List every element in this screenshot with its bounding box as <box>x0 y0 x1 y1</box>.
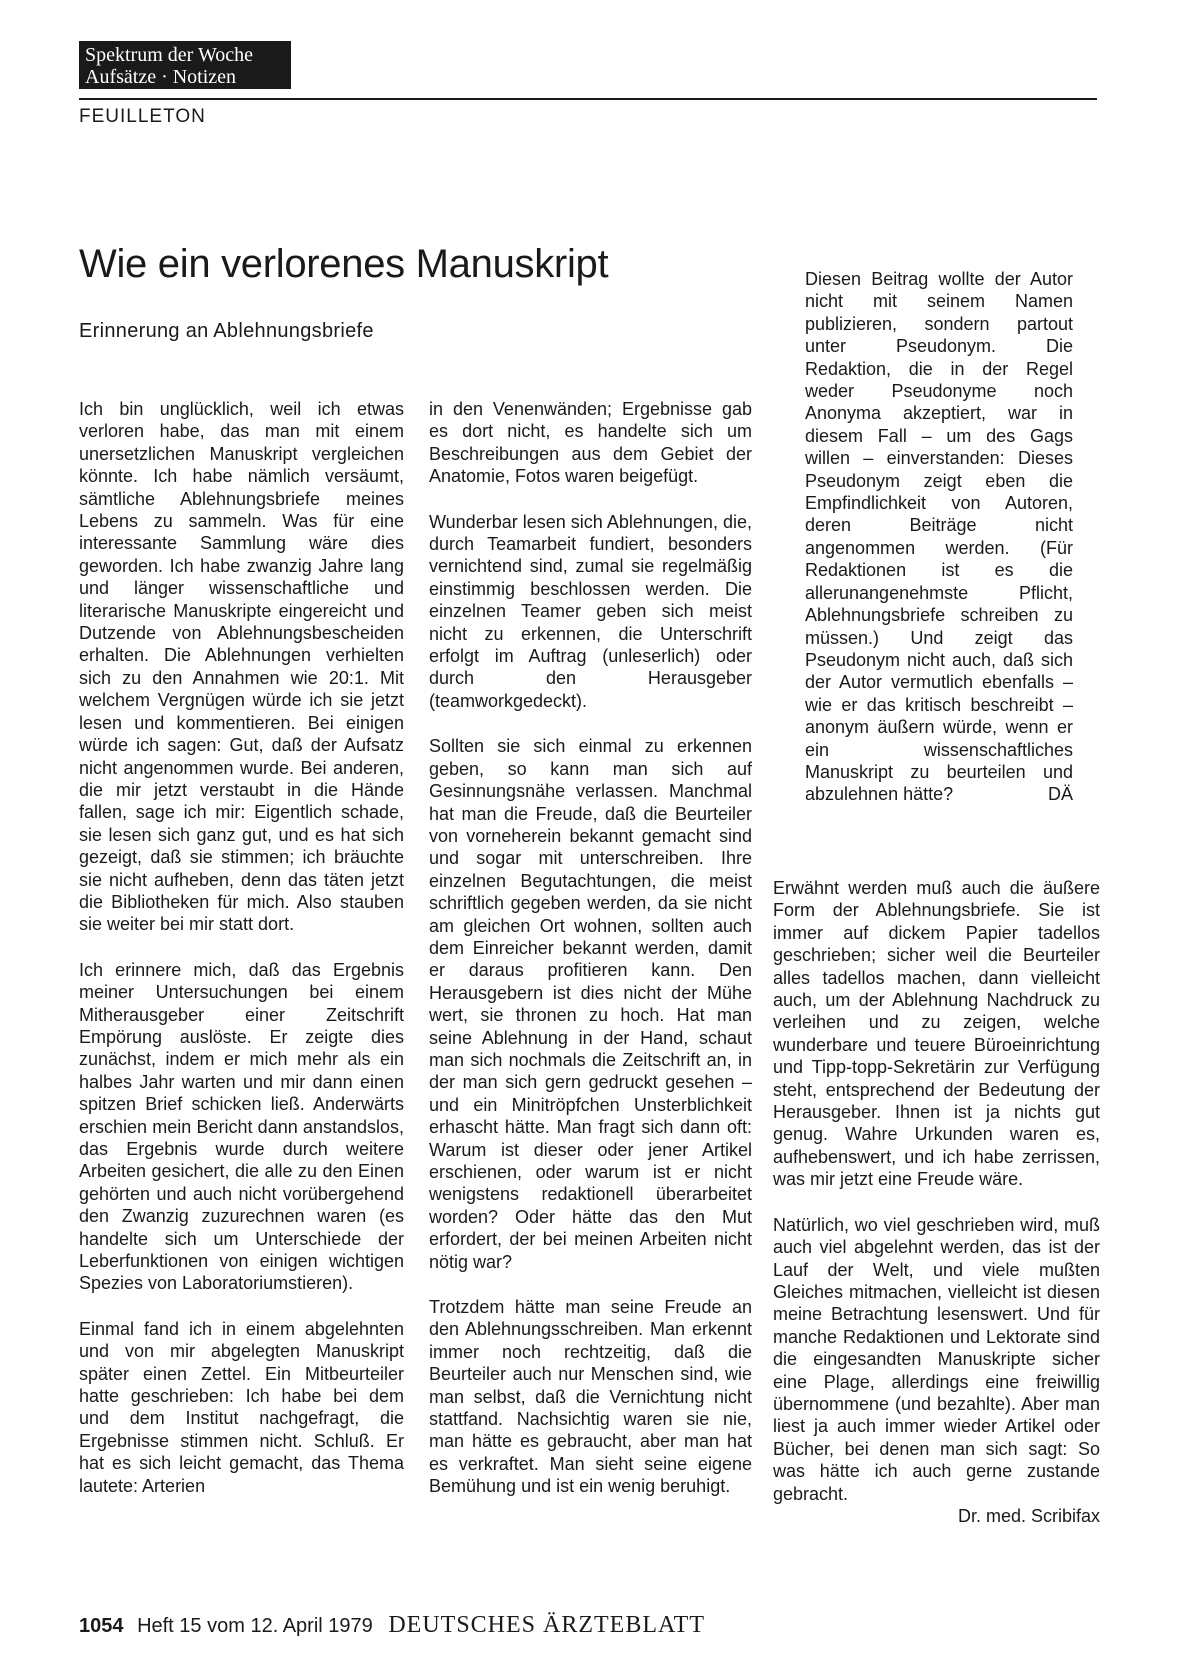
paragraph: Trotzdem hätte man seine Freude an den Ablehnungsschreiben. Man erkennt immer noch rechtzeitig, daß die Beurteiler auch nur Menschen sind, wie man selbst, daß die Vernichtung nicht stattfand. Nachsichtig waren sie nie, man hätte es gebraucht, aber man hat es verkraftet. Man sieht seine eigene Bemühung und ist ein wenig beruhigt. <box>429 1297 752 1497</box>
editorial-initials: DÄ <box>1047 784 1073 805</box>
page-number: 1054 <box>79 1615 124 1637</box>
paragraph: Wunderbar lesen sich Ablehnungen, die, durch Teamarbeit fundiert, besonders vernichtend sind, zumal sie regelmäßig einstimmig beschlossen werden. Die einzelnen Teamer geben sich meist nicht zu erkennen, die Unterschrift erfolgt im Auftrag (unleserlich) oder durch den Herausgeber (teamworkgedeckt). <box>429 511 752 711</box>
paragraph: Ich erinnere mich, daß das Ergebnis meiner Untersuchungen bei einem Mitherausgeber einer Zeitschrift Empörung auslöste. Er zeigte dies zunächst, indem er mich mehr als ein halbes Jahr warten und mir dann einen spitzen Brief schicken ließ. Anderwärts erschien mein Bericht dann anstandslos, das Ergebnis wurde durch weitere Arbeiten gesichert, die alle zu den Einen gehörten und auch nicht vorübergehend den Zwanzig zuzurechnen waren (es handelte sich um Unterschiede der Leberfunktionen von einigen wichtigen Spezies von Laboratoriumstieren). <box>79 959 404 1294</box>
author-signature: Dr. med. Scribifax <box>957 1505 1100 1526</box>
paragraph: Einmal fand ich in einem abgelehnten und von mir abgelegten Manuskript später einen Zettel. Ein Mitbeurteiler hatte geschrieben: Ich habe bei dem und dem Institut nachgefragt, die Ergebnisse stimmen nicht. Schluß. Er hat es sich leicht gemacht, das Thema lautete: Arterien <box>79 1318 404 1496</box>
column-3 <box>773 877 1100 1527</box>
editorial-note-body: Diesen Beitrag wollte der Autor nicht mit seinem Namen publizieren, sondern partout unter Pseudonym. Die Redaktion, die in der Regel weder Pseudonyme noch Anonyma akzeptiert, war in diesem Fall – um des Gags willen – einverstanden: Dieses Pseudonym zeigt eben die Empfindlichkeit von Autoren, deren Beiträge nicht angenommen werden. (Für Redaktionen ist es die allerunangenehmste Pflicht, Ablehnungsbriefe schreiben zu müssen.) Und zeigt das Pseudonym nicht auch, daß sich der Autor vermutlich ebenfalls – wie er das kritisch beschreibt – anonym äußern würde, wenn er ein wissenschaftliches Manuskript zu beurteilen und abzulehnen hätte? <box>805 269 1073 805</box>
article-title: Wie ein verlorenes Manuskript <box>79 242 609 286</box>
paragraph: Sollten sie sich einmal zu erkennen geben, so kann man sich auf Gesinnungsnähe verlassen. Manchmal hat man die Freude, daß die Beurteiler von vorneherein bekannt gemacht sind und sogar mit unterschreiben. Ihre einzelnen Begutachtungen, die meist schriftlich gegeben werden, da sie nicht am gleichen Ort wohnen, sollten auch dem Einreicher bekannt werden, damit er daraus profitieren kann. Den Herausgebern ist dies nicht der Mühe wert, sie thronen zu hoch. Hat man seine Ablehnung in der Hand, schaut man sich nochmals die Zeitschrift an, in der man sich gern gedruckt gesehen – und ein Minitröpfchen Unsterblichkeit erhascht hätte. Man fragt sich dann oft: Warum ist dieser oder jener Artikel erschienen, oder warum ist er nicht wenigstens redaktionell überarbeitet worden? Oder hätte das den Mut erfordert, der bei meinen Arbeiten nicht nötig war? <box>429 736 752 1272</box>
section-label-line2: Aufsätze · Notizen <box>85 66 237 88</box>
paragraph: in den Venenwänden; Ergebnisse gab es dort nicht, es handelte sich um Beschreibungen aus dem Gebiet der Anatomie, Fotos waren beigefügt. <box>429 399 752 487</box>
page-footer <box>79 1612 705 1639</box>
paragraph: Erwähnt werden muß auch die äußere Form der Ablehnungsbriefe. Sie ist immer auf dickem Papier tadellos geschrieben; sicher weil die Beurteiler alles tadellos machen, dann vielleicht auch, um der Ablehnung Nachdruck zu verleihen und zu zeigen, welche wunderbare und teuere Büroeinrichtung und Tipp-topp-Sekretärin zur Verfügung steht, entsprechend der Bedeutung der Herausgeber. Ihnen ist ja nichts gut genug. Wahre Urkunden waren es, aufhebenswert, und ich habe zerrissen, was mir jetzt eine Freude wäre. <box>773 878 1100 1190</box>
rubric: FEUILLETON <box>79 106 206 127</box>
editorial-note-text <box>805 268 1073 806</box>
journal-name: DEUTSCHES ÄRZTEBLATT <box>388 1612 705 1638</box>
column-1 <box>79 398 404 1497</box>
editorial-note <box>805 268 1073 806</box>
article-subtitle: Erinnerung an Ablehnungsbriefe <box>79 320 374 342</box>
column-2 <box>429 398 752 1498</box>
paragraph: Natürlich, wo viel geschrieben wird, muß auch viel abgelehnt werden, das ist der Lauf der Welt, und viele mußten Gleiches mitmachen, vielleicht ist diesen meine Betrachtung lesenswert. Und für manche Redaktionen und Lektorate sind die eingesandten Manuskripte sicher eine Plage, allerdings eine freiwillig übernommene (und bezahlte). Aber man liest ja auch immer wieder Artikel oder Bücher, bei denen man sich sagt: So was hätte ich auch gerne zustande gebracht. <box>773 1214 1100 1504</box>
section-label <box>79 41 291 89</box>
issue-info: Heft 15 vom 12. April 1979 <box>137 1615 373 1637</box>
paragraph: Ich bin unglücklich, weil ich etwas verloren habe, das man mit einem unersetzlichen Manuskript vergleichen könnte. Ich habe nämlich versäumt, sämtliche Ablehnungsbriefe meines Lebens zu sammeln. Was für eine interessante Sammlung wäre dies geworden. Ich habe zwanzig Jahre lang und länger wissenschaftliche und literarische Manuskripte eingereicht und Dutzende von Ablehnungsbescheiden erhalten. Die Ablehnungen verhielten sich zu den Annahmen wie 20:1. Mit welchem Vergnügen würde ich sie jetzt lesen und kommentieren. Bei einigen würde ich sagen: Gut, daß der Aufsatz nicht angenommen wurde. Bei anderen, die mir jetzt verstaubt in die Hände fallen, sage ich mir: Eigentlich schade, sie lesen sich ganz gut, und es hat sich gezeigt, daß sie stimmen; ich bräuchte sie nicht aufheben, denn das täten jetzt die Bibliotheken für mich. Also stauben sie weiter bei mir statt dort. <box>79 399 404 935</box>
header-rule <box>79 98 1097 100</box>
section-label-line1: Spektrum der Woche <box>85 44 253 66</box>
